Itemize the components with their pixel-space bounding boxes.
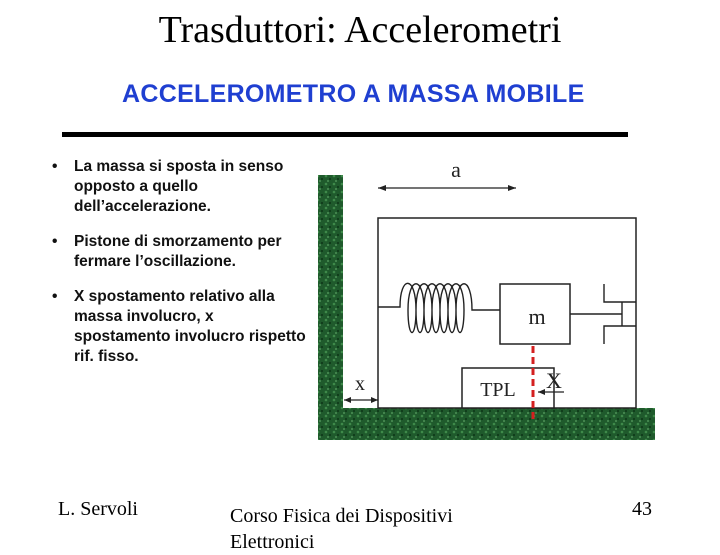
housing-displacement-arrow xyxy=(344,397,378,403)
housing-displacement-label: x xyxy=(355,373,365,395)
bullet-icon: • xyxy=(52,288,58,305)
damper-piston xyxy=(570,284,636,344)
footer-course: Corso Fisica dei Dispositivi Elettronici xyxy=(230,505,453,553)
relative-displacement-label: X xyxy=(546,368,562,393)
slide-subtitle: ACCELEROMETRO A MASSA MOBILE xyxy=(122,80,585,108)
bullet-item xyxy=(50,232,312,272)
fixed-floor xyxy=(343,408,655,440)
bullet-text: X spostamento relativo alla massa involucro, x spostamento involucro rispetto rif. fisso. xyxy=(74,288,306,365)
bullet-item xyxy=(50,157,312,217)
slide-title: Trasduttori: Accelerometri xyxy=(158,9,562,51)
bullet-item xyxy=(50,287,312,367)
tpl-label: TPL xyxy=(480,379,516,401)
spring xyxy=(378,283,500,332)
bullet-list xyxy=(50,157,312,382)
mass-label: m xyxy=(528,304,546,329)
bullet-text: La massa si sposta in senso opposto a quello dell’accelerazione. xyxy=(74,158,284,215)
page-number: 43 xyxy=(632,498,652,520)
fixed-wall xyxy=(318,175,343,440)
title-divider xyxy=(62,132,628,137)
accelerometer-diagram xyxy=(316,150,658,442)
bullet-text: Pistone di smorzamento per fermare l’oscillazione. xyxy=(74,233,282,270)
bullet-icon: • xyxy=(52,233,58,250)
acceleration-arrow xyxy=(378,185,516,191)
footer-author: L. Servoli xyxy=(58,498,138,520)
bullet-icon: • xyxy=(52,158,58,175)
acceleration-label: a xyxy=(451,157,461,182)
